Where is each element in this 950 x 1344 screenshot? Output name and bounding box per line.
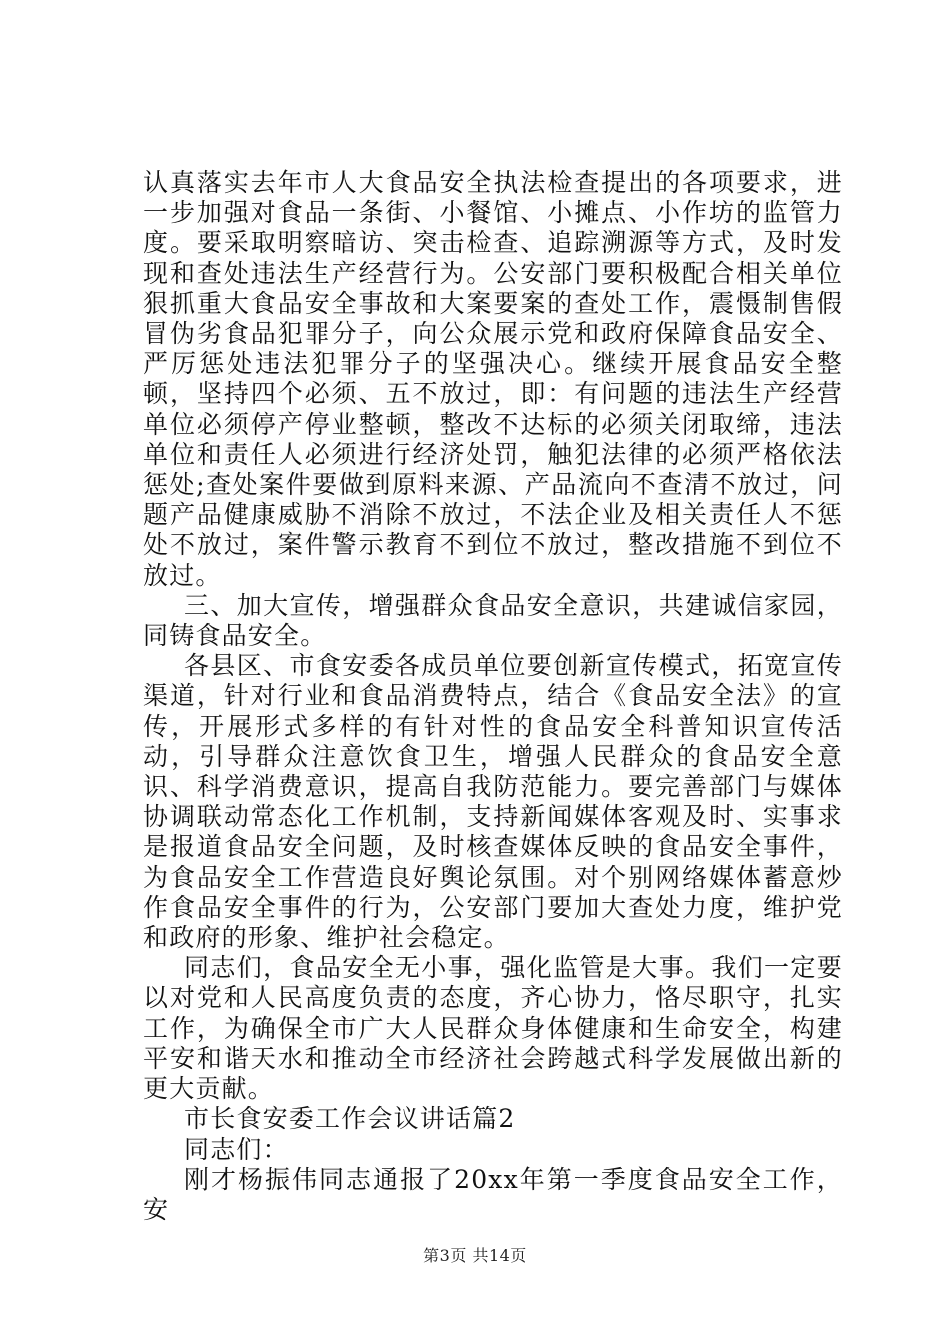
paragraph-opening: 刚才杨振伟同志通报了20xx年第一季度食品安全工作，安	[143, 1164, 843, 1224]
paragraph-publicity: 各县区、市食安委各成员单位要创新宣传模式，拓宽宣传渠道，针对行业和食品消费特点，结合《食品安全法》的宣传，开展形式多样的有针对性的食品安全科普知识宣传活动，引导群众注意饮食卫生，增强人民群众的食品安全意识、科学消费意识，提高自我防范能力。要完善部门与媒体协调联动常态化工作机制，支持新闻媒体客观及时、实事求是报道食品安全问题，及时核查媒体反映的食品安全事件，为食品安全工作营造良好舆论氛围。对个别网络媒体蓄意炒作食品安全事件的行为，公安部门要加大查处力度，维护党和政府的形象、维护社会稳定。	[143, 651, 843, 953]
article-title-part-two: 市长食安委工作会议讲话篇2	[184, 1104, 516, 1134]
document-body	[143, 168, 843, 1225]
paragraph-enforcement: 认真落实去年市人大食品安全执法检查提出的各项要求，进一步加强对食品一条街、小餐馆、小摊点、小作坊的监管力度。要采取明察暗访、突击检查、追踪溯源等方式，及时发现和查处违法生产经营行为。公安部门要积极配合相关单位狠抓重大食品安全事故和大案要案的查处工作，震慑制售假冒伪劣食品犯罪分子，向公众展示党和政府保障食品安全、严厉惩处违法犯罪分子的坚强决心。继续开展食品安全整顿，坚持四个必须、五不放过，即：有问题的违法生产经营单位必须停产停业整顿，整改不达标的必须关闭取缔，违法单位和责任人必须进行经济处罚，触犯法律的必须严格依法惩处;查处案件要做到原料来源、产品流向不查清不放过，问题产品健康威胁不消除不放过，不法企业及相关责任人不惩处不放过，案件警示教育不到位不放过，整改措施不到位不放过。	[143, 168, 843, 590]
heading-section-three: 三、加大宣传，增强群众食品安全意识，共建诚信家园，同铸食品安全。	[143, 590, 843, 651]
salutation: 同志们：	[184, 1134, 289, 1164]
page-number-footer: 第3页 共14页	[423, 1246, 527, 1265]
paragraph-conclusion: 同志们，食品安全无小事，强化监管是大事。我们一定要以对党和人民高度负责的态度，齐心协力，恪尽职守，扎实工作，为确保全市广大人民群众身体健康和生命安全，构建平安和谐天水和推动全市经济社会跨越式科学发展做出新的更大贡献。	[143, 953, 843, 1104]
